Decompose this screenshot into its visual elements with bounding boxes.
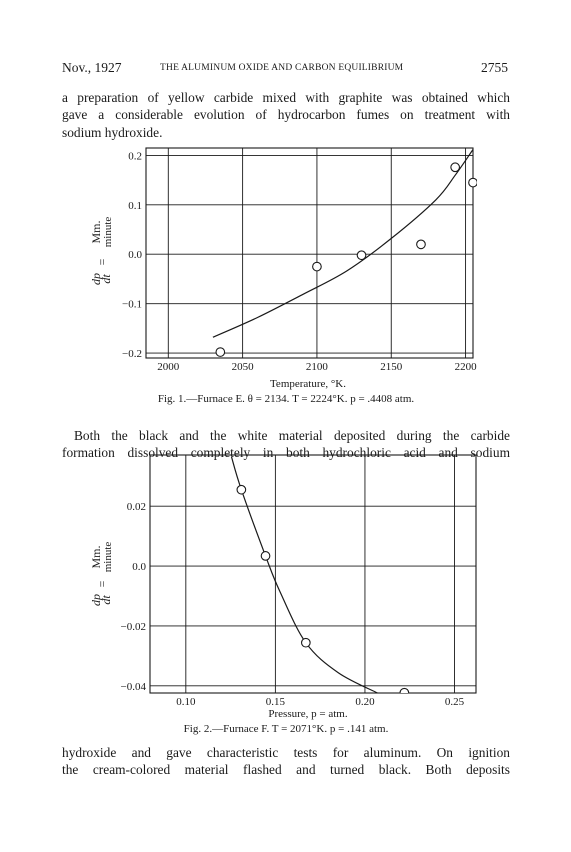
- page-number: 2755: [481, 60, 508, 75]
- data-point-marker: [261, 552, 270, 561]
- text-line: the cream-colored material flashed and turned black. Both deposits: [62, 762, 510, 778]
- x-tick-label: 0.10: [176, 696, 196, 708]
- x-tick-label: 2100: [305, 361, 328, 373]
- y-tick-label: −0.04: [120, 680, 146, 693]
- x-tick-label: 2200: [454, 361, 477, 373]
- figure-1-caption: Fig. 1.—Furnace E. θ = 2134. T = 2224°K. p = .4408 atm.: [157, 393, 415, 405]
- y-tick-label: −0.1: [122, 298, 142, 311]
- y-tick-label: 0.2: [128, 150, 142, 163]
- y-axis-label-dt: dt: [99, 595, 113, 605]
- y-axis-label-mm: Mm.: [89, 545, 103, 569]
- paragraph-3: [62, 744, 510, 779]
- x-tick-label: 0.15: [265, 696, 286, 708]
- x-tick-label: 2050: [231, 361, 254, 373]
- x-tick-label: 0.20: [355, 696, 375, 708]
- y-axis-label-eq: =: [95, 580, 109, 588]
- y-axis-label-dt: dt: [99, 274, 113, 284]
- x-tick-label: 2150: [380, 361, 403, 373]
- y-tick-label: 0.02: [126, 501, 146, 514]
- y-axis-label-mm: Mm.: [89, 220, 103, 244]
- figure-2-plot: [89, 455, 476, 708]
- y-axis-label-minute: minute: [102, 541, 114, 573]
- x-tick-label: 2000: [157, 361, 180, 373]
- text-line: sodium hydroxide.: [62, 124, 163, 140]
- data-point-marker: [302, 638, 311, 647]
- y-tick-label: 0.1: [128, 199, 142, 212]
- text-line: Both the black and the white material deposited during the carbide: [74, 428, 510, 443]
- y-axis-label-dp: dp: [89, 273, 103, 285]
- text-line: hydroxide and gave characteristic tests for aluminum. On ignition: [62, 745, 510, 760]
- y-tick-label: 0.0: [128, 249, 142, 262]
- y-tick-label: 0.0: [132, 561, 146, 574]
- y-axis-label-dp: dp: [89, 594, 103, 606]
- text-line: gave a considerable evolution of hydrocarbon fumes on treatment with: [62, 107, 510, 123]
- plot-frame: [150, 455, 476, 693]
- y-axis-label-eq: =: [95, 258, 109, 266]
- header-title: THE ALUMINUM OXIDE AND CARBON EQUILIBRIUM: [160, 63, 404, 73]
- y-tick-label: −0.2: [122, 348, 142, 361]
- text-line: a preparation of yellow carbide mixed with graphite was obtained which: [62, 90, 510, 105]
- figure-1-xlabel: Temperature, °K.: [269, 378, 346, 390]
- header-date: Nov., 1927: [62, 60, 122, 75]
- x-tick-label: 0.25: [444, 696, 465, 708]
- figure-2-caption: Fig. 2.—Furnace F. T = 2071°K. p = .141 atm.: [183, 723, 389, 735]
- text-line: formation dissolved completely in both hydrochloric acid and sodium: [62, 445, 510, 461]
- fitted-curve: [232, 457, 378, 693]
- y-tick-label: −0.02: [120, 620, 146, 633]
- data-point-marker: [400, 688, 409, 697]
- figure-2-xlabel: Pressure, p = atm.: [268, 708, 348, 720]
- data-point-marker: [237, 485, 246, 494]
- y-axis-label-minute: minute: [102, 216, 114, 248]
